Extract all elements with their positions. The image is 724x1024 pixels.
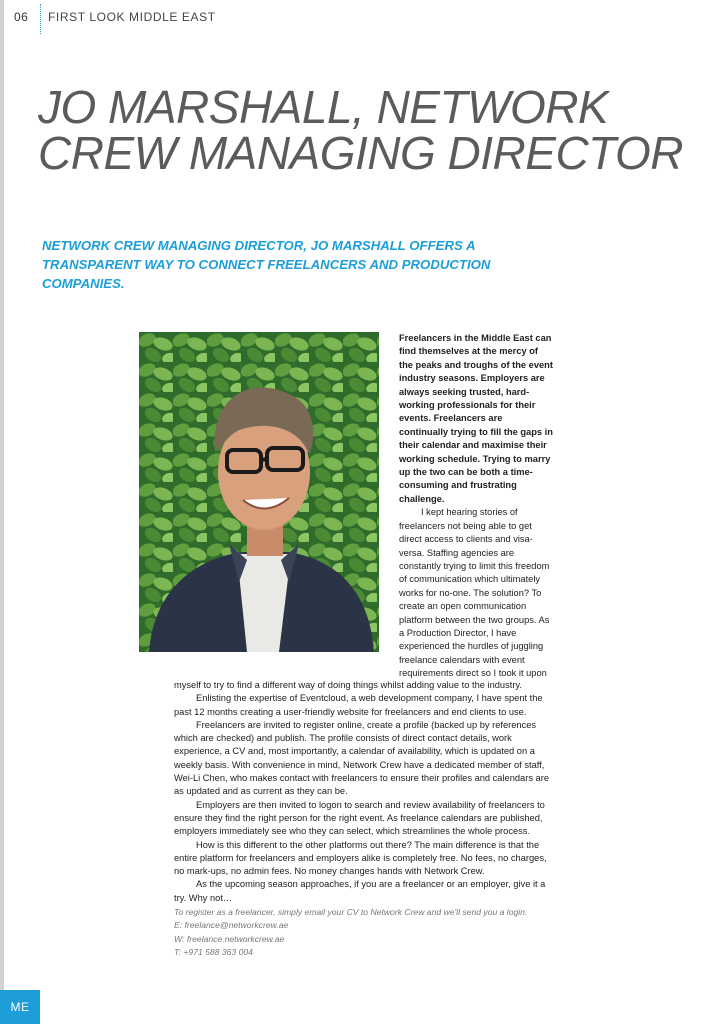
contact-email[interactable]: E: freelance@networkcrew.ae	[174, 920, 289, 931]
body-paragraph: Employers are then invited to logon to search and review availability of freelancers to ensure they find the right person for the right event. As freelance calendars are published, employers immediately see who they can select, which streamlines the whole process.	[174, 799, 545, 837]
region-badge: ME	[0, 990, 40, 1024]
body-paragraph: Freelancers are invited to register online, create a profile (backed up by references which are checked) and publish. The profile consists of direct contact details, work experience, a CV and, most importantly, a calendar of availability, which is updated on a weekly basis. With convenience in mind, Network Crew have a dedicated member of staff, Wei-Li Chen, who makes contact with freelancers to ensure their profiles and calendars are as updated and as current as they can be.	[174, 719, 549, 797]
page-edge-rule	[0, 0, 4, 1024]
contact-block	[174, 906, 558, 959]
intro-column	[399, 332, 554, 681]
intro-paragraph: Freelancers in the Middle East can find themselves at the mercy of the peaks and troughs of the event industry seasons. Employers are always seeking trusted, hard-working professionals for their events. Freelancers are continually trying to fill the gaps in their calendar and maximise their working schedule. Trying to marry up the two can be both a time-consuming and frustrating challenge.	[399, 333, 553, 504]
contact-phone: T: +971 588 363 004	[174, 946, 253, 957]
body-paragraph-continuation: myself to try to find a different way of doing things whilst adding value to the industry.	[174, 680, 522, 690]
body-paragraph: How is this different to the other platforms out there? The main difference is that the entire platform for freelancers and employers alike is completely free. No fees, no charges, no mark-ups, no admin fees. No money changes hands with Network Crew.	[174, 839, 547, 877]
standfirst: NETWORK CREW MANAGING DIRECTOR, JO MARSHALL OFFERS A TRANSPARENT WAY TO CONNECT FREELANCERS AND PRODUCTION COMPANIES.	[42, 238, 491, 291]
portrait-illustration	[139, 332, 379, 652]
portrait-photo	[139, 332, 379, 652]
body-paragraph: As the upcoming season approaches, if you are a freelancer or an employer, give it a try. Why not…	[174, 879, 546, 903]
contact-instruction: To register as a freelancer, simply email your CV to Network Crew and we'll send you a login.	[174, 907, 528, 917]
body-column	[174, 679, 558, 905]
section-label: FIRST LOOK MIDDLE EAST	[48, 10, 216, 24]
body-paragraph: Enlisting the expertise of Eventcloud, a web development company, I have spent the past 12 months creating a user-friendly website for freelancers and end clients to use.	[174, 693, 543, 717]
contact-website[interactable]: W: freelance.networkcrew.ae	[174, 933, 285, 944]
body-paragraph: I kept hearing stories of freelancers not being able to get direct access to clients and visa-versa. Staffing agencies are constantly trying to limit this freedom of communication which ultimately works for no-one. The solution? To create an open communication platform between the two groups. As a Production Director, I have experienced the hurdles of juggling freelance calendars with event requirements direct so I took it upon	[399, 507, 550, 679]
header-divider	[40, 4, 41, 34]
page-title: JO MARSHALL, NETWORK CREW MANAGING DIRECTOR	[38, 81, 683, 179]
page-number: 06	[14, 10, 29, 24]
